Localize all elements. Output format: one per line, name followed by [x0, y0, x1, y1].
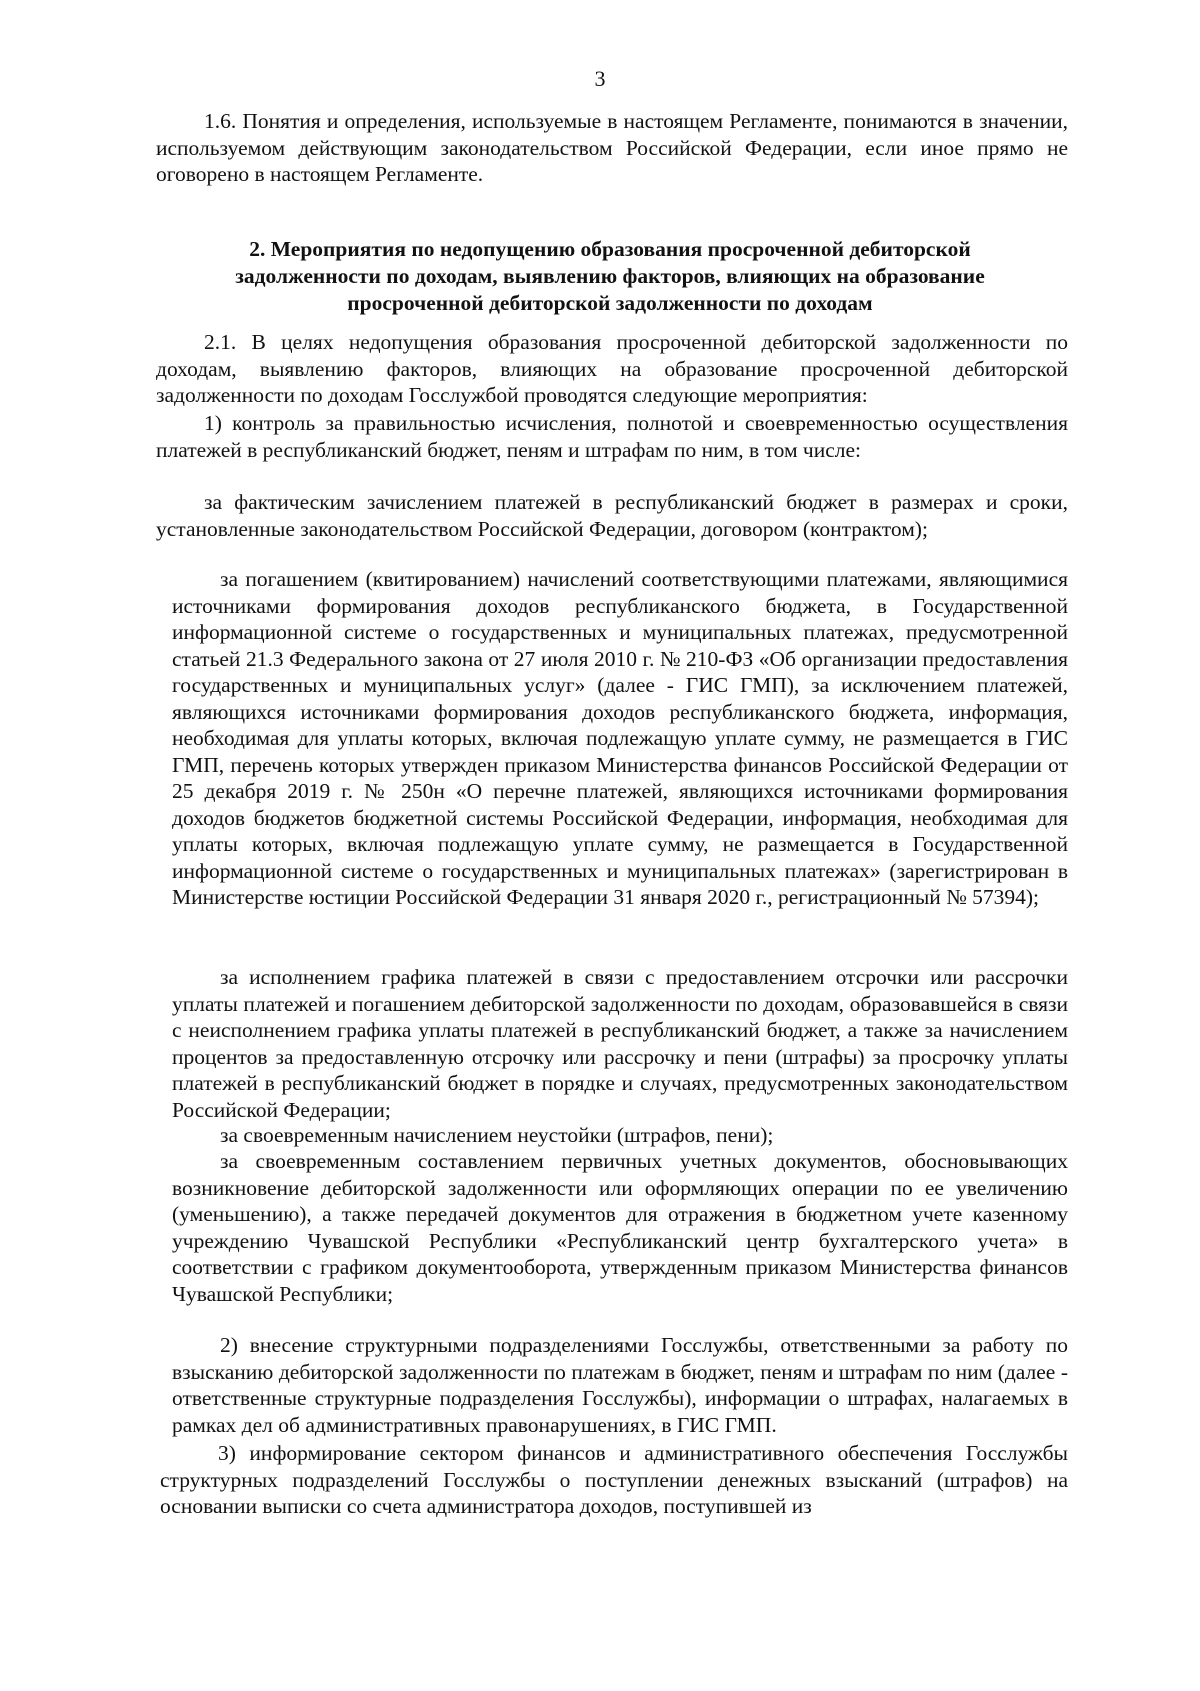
sub-item-actual-crediting: за фактическим зачислением платежей в республиканский бюджет в размерах и сроки, установленные законодательством Российской Федерации, договором (контрактом); [156, 490, 1068, 541]
page-number: 3 [594, 66, 606, 91]
sub-item-penalty-accrual: за своевременным начислением неустойки (штрафов, пени); [220, 1123, 774, 1147]
sub-item-primary-documents: за своевременным составлением первичных учетных документов, обосновывающих возникновение дебиторской задолженности или оформляющих операции по ее увеличению (уменьшению), а также передачей документов для отражения в бюджетном учете казенному учреждению Чувашской Республики «Республиканский центр бухгалтерского учета» в соответствии с графиком документооборота, утвержденным приказом Министерства финансов Чувашской Республики; [172, 1149, 1068, 1306]
list-item-1: 1) контроль за правильностью исчисления, полнотой и своевременностью осуществления платежей в республиканский бюджет, пеням и штрафам по ним, в том числе: [156, 411, 1068, 462]
paragraph-1-6: 1.6. Понятия и определения, используемые в настоящем Регламенте, понимаются в значении, используемом действующим законодательством Российской Федерации, если иное прямо не оговорено в настоящем Регламенте. [156, 109, 1068, 186]
heading-line-3: просроченной дебиторской задолженности по доходам [347, 291, 873, 315]
sub-item-payment-schedule: за исполнением графика платежей в связи с предоставлением отсрочки или рассрочки уплаты платежей и погашением дебиторской задолженности по доходам, образовавшейся в связи с неисполнением графика уплаты платежей в республиканский бюджет, а также за начислением процентов за предоставленную отсрочку или рассрочку и пени (штрафы) за просрочку уплаты платежей в республиканский бюджет в порядке и случаях, предусмотренных законодательством Российской Федерации; [172, 965, 1068, 1122]
sub-item-repayment-reconciliation: за погашением (квитированием) начислений соответствующими платежами, являющимися источниками формирования доходов республиканского бюджета, в Государственной информационной системе о государственных и муниципальных платежах, предусмотренной статьей 21.3 Федерального закона от 27 июля 2010 г. № 210-ФЗ «Об организации предоставления государственных и муниципальных услуг» (далее - ГИС ГМП), за исключением платежей, являющихся источниками формирования доходов республиканского бюджета, информация, необходимая для уплаты которых, включая подлежащую уплате сумму, не размещается в ГИС ГМП, перечень которых утвержден приказом Министерства финансов Российской Федерации от 25 декабря 2019 г. № 250н «О перечне платежей, являющихся источниками формирования доходов бюджетов бюджетной системы Российской Федерации, информация, необходимая для уплаты которых, включая подлежащую уплате сумму, не размещается в Государственной информационной системе о государственных и муниципальных платежах» (зарегистрирован в Министерстве юстиции Российской Федерации 31 января 2020 г., регистрационный № 57394); [172, 567, 1068, 909]
heading-line-2: задолженности по доходам, выявлению факторов, влияющих на образование [235, 264, 985, 288]
section-2-heading [150, 236, 1070, 317]
heading-line-1: 2. Мероприятия по недопущению образования просроченной дебиторской [249, 237, 971, 261]
list-item-3: 3) информирование сектором финансов и административного обеспечения Госслужбы структурных подразделений Госслужбы о поступлении денежных взысканий (штрафов) на основании выписки со счета администратора доходов, поступившей из [160, 1441, 1068, 1518]
paragraph-2-1: 2.1. В целях недопущения образования просроченной дебиторской задолженности по доходам, выявлению факторов, влияющих на образование просроченной дебиторской задолженности по доходам Госслужбой проводятся следующие мероприятия: [156, 330, 1068, 407]
list-item-2: 2) внесение структурными подразделениями Госслужбы, ответственными за работу по взысканию дебиторской задолженности по платежам в бюджет, пеням и штрафам по ним (далее - ответственные структурные подразделения Госслужбы), информации о штрафах, налагаемых в рамках дел об административных правонарушениях, в ГИС ГМП. [172, 1333, 1068, 1437]
